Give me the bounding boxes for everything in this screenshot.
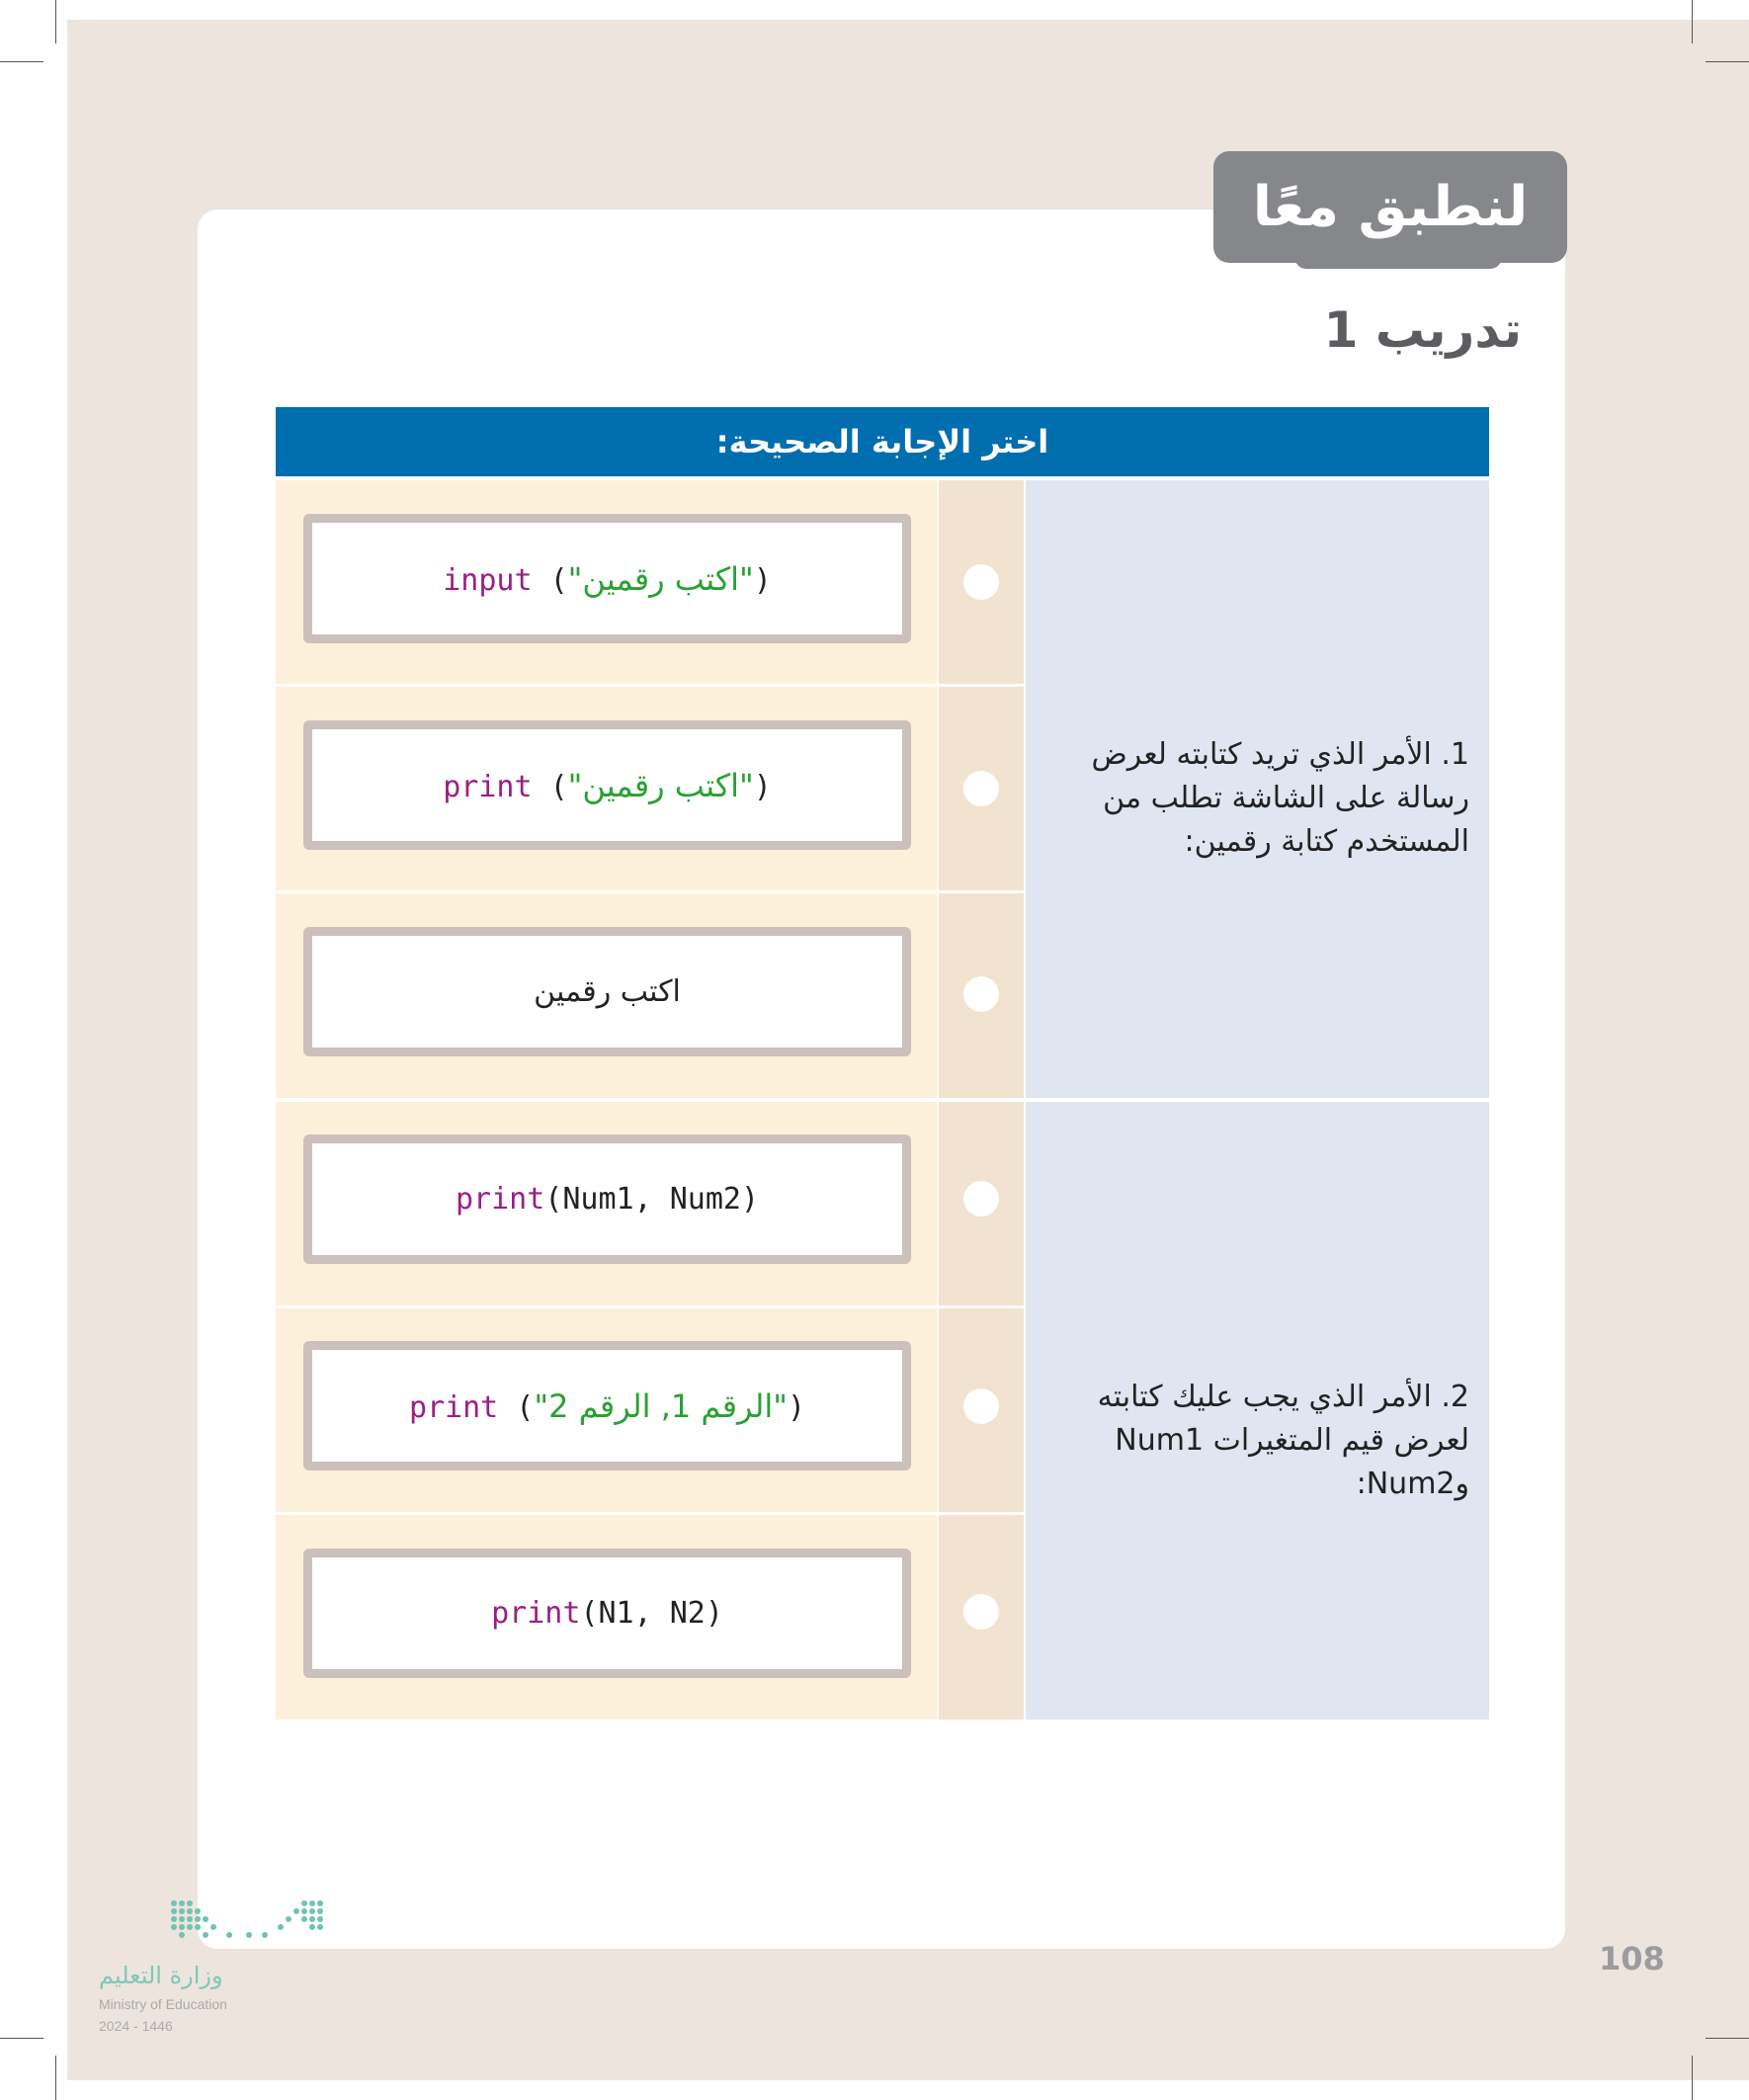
code-keyword: input	[443, 562, 533, 598]
exercise-table	[276, 407, 1489, 1720]
answer-option[interactable]	[303, 1134, 911, 1264]
code-string: "اكتب رقمين"	[567, 766, 754, 804]
crop-mark	[55, 2056, 56, 2100]
radio-cell	[939, 480, 1024, 684]
question-text: 2. الأمر الذي يجب عليك كتابته لعرض قيم المتغيرات Num1 وNum2:	[1097, 1380, 1469, 1501]
banner-title: لنطبق معًا	[1252, 175, 1529, 239]
answer-option[interactable]	[303, 514, 911, 643]
ministry-name-ar: وزارة التعليم	[99, 1962, 223, 1989]
answer-option[interactable]	[303, 1549, 911, 1678]
page-number: 108	[1599, 1940, 1665, 1977]
answer-cell	[276, 893, 937, 1098]
code-paren: )	[753, 562, 772, 598]
ministry-name-en: Ministry of Education	[99, 1996, 227, 2012]
radio-cell	[939, 1308, 1024, 1512]
crop-mark	[55, 0, 56, 43]
table-heading: اختر الإجابة الصحيحة:	[715, 423, 1049, 461]
radio-button[interactable]	[963, 1594, 999, 1630]
code-keyword: print	[491, 1596, 581, 1631]
crop-mark	[1706, 61, 1749, 62]
ministry-logo	[168, 1897, 326, 1947]
answer-cell	[276, 1515, 937, 1720]
question-cell	[1026, 480, 1489, 1098]
radio-cell	[939, 687, 1024, 890]
radio-button[interactable]	[963, 1181, 999, 1217]
crop-mark	[1692, 2056, 1693, 2100]
radio-button[interactable]	[963, 564, 999, 600]
code-string: "الرقم 1, الرقم 2"	[534, 1386, 788, 1425]
answer-option[interactable]	[303, 720, 911, 850]
code-paren: (	[532, 562, 568, 598]
question-cell	[1026, 1102, 1489, 1720]
radio-cell	[939, 1102, 1024, 1305]
answer-text: اكتب رقمين	[534, 974, 681, 1009]
crop-mark	[0, 61, 43, 62]
code-paren: )	[753, 769, 772, 804]
code-paren: )	[788, 1389, 806, 1425]
answer-option[interactable]	[303, 927, 911, 1056]
radio-button[interactable]	[963, 976, 999, 1012]
edition-year: 2024 - 1446	[99, 2018, 173, 2034]
code-string: "اكتب رقمين"	[567, 559, 754, 598]
code-paren: (	[498, 1389, 535, 1425]
radio-cell	[939, 893, 1024, 1098]
radio-button[interactable]	[963, 771, 999, 806]
answer-cell	[276, 480, 937, 684]
crop-mark	[1706, 2038, 1749, 2039]
code-keyword: print	[455, 1182, 545, 1217]
answer-cell	[276, 687, 937, 890]
code-keyword: print	[443, 769, 533, 804]
exercise-title: تدريب 1	[1323, 301, 1522, 359]
answer-option[interactable]	[303, 1341, 911, 1470]
question-text: 1. الأمر الذي تريد كتابته لعرض رسالة على الشاشة تطلب من المستخدم كتابة رقمين:	[1091, 737, 1469, 859]
code-args: (Num1, Num2)	[544, 1182, 760, 1217]
crop-mark	[1692, 0, 1693, 43]
radio-cell	[939, 1515, 1024, 1720]
crop-mark	[0, 2038, 43, 2039]
code-args: (N1, N2)	[580, 1596, 723, 1631]
answer-cell	[276, 1102, 937, 1305]
radio-button[interactable]	[963, 1388, 999, 1424]
code-paren: (	[532, 769, 568, 804]
code-keyword: print	[408, 1389, 499, 1425]
answer-cell	[276, 1308, 937, 1512]
